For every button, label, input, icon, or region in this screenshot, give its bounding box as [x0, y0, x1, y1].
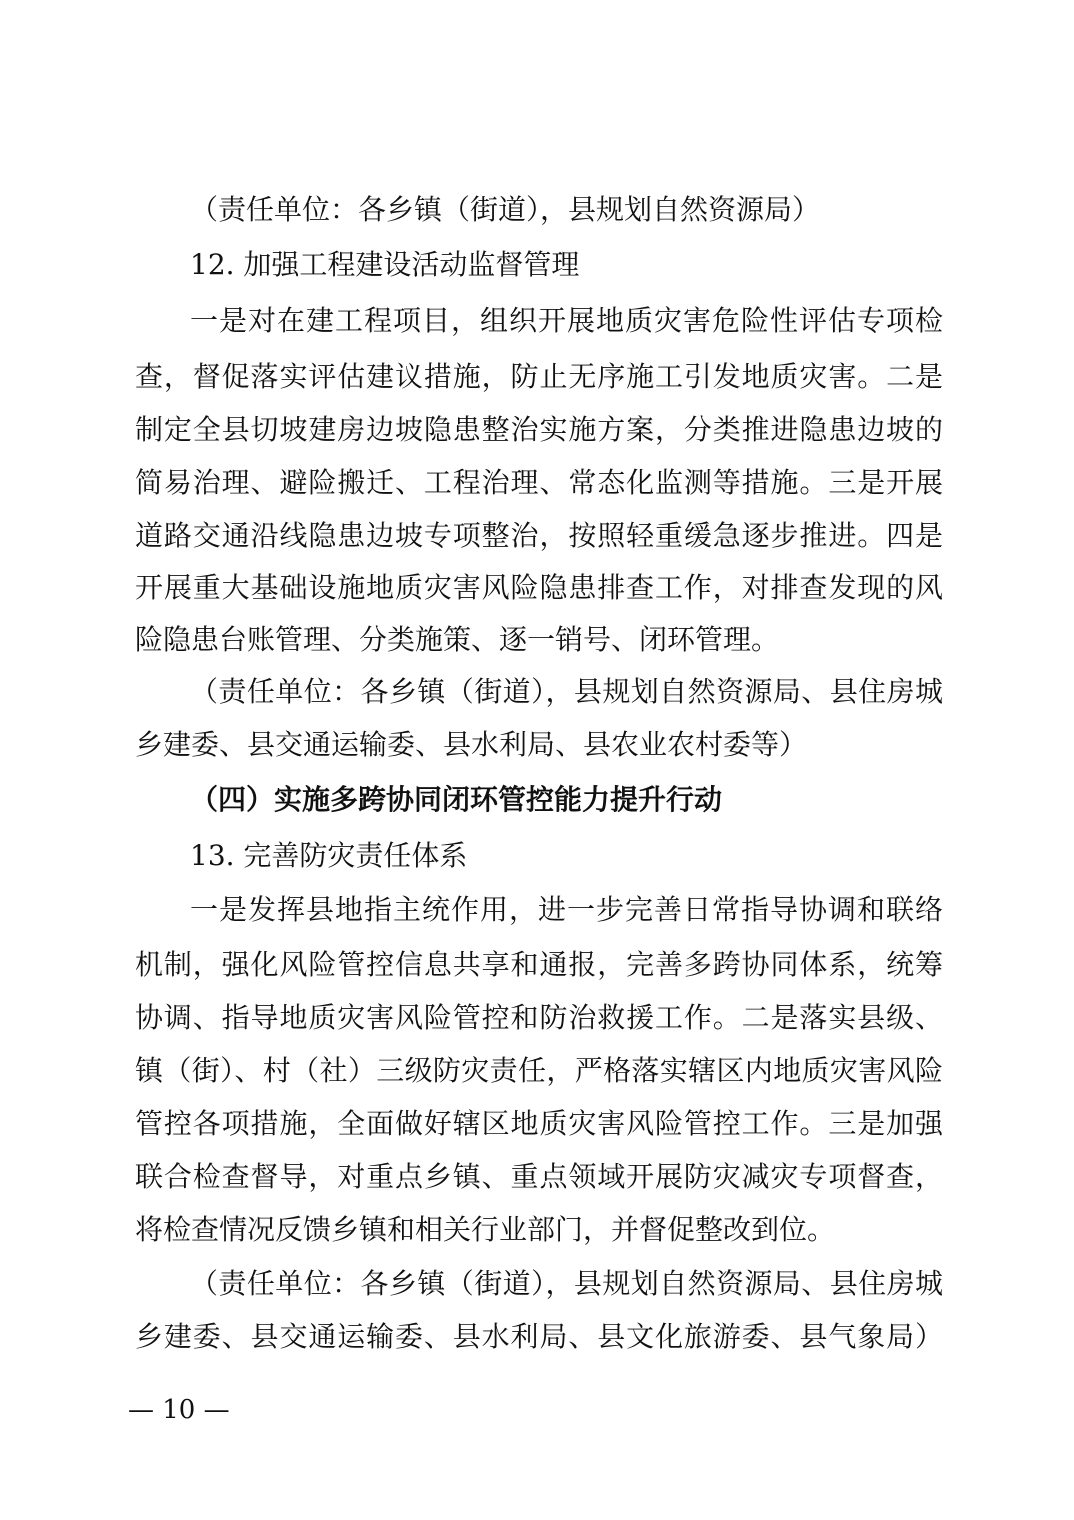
body-line: 开展重大基础设施地质灾害风险隐患排查工作，对排查发现的风	[135, 571, 943, 604]
page-number: — 10 —	[128, 1395, 230, 1425]
body-line: 一是发挥县地指主统作用，进一步完善日常指导协调和联络	[190, 893, 943, 926]
responsibility-note: （责任单位：各乡镇（街道），县规划自然资源局、县住房城	[190, 1267, 943, 1300]
body-line: 查，督促落实评估建议措施，防止无序施工引发地质灾害。二是	[135, 360, 943, 393]
body-line: 险隐患台账管理、分类施策、逐一销号、闭环管理。	[135, 623, 780, 656]
body-line: 一是对在建工程项目，组织开展地质灾害危险性评估专项检	[190, 304, 943, 337]
responsibility-note: 乡建委、县交通运输委、县水利局、县农业农村委等）	[135, 728, 808, 761]
section-heading-4: （四）实施多跨协同闭环管控能力提升行动	[190, 783, 723, 816]
responsibility-note: （责任单位：各乡镇（街道），县规划自然资源局）	[190, 193, 821, 226]
body-line: 简易治理、避险搬迁、工程治理、常态化监测等措施。三是开展	[135, 466, 943, 499]
section-heading-13: 13. 完善防灾责任体系	[190, 839, 468, 872]
body-line: 协调、指导地质灾害风险管控和防治救援工作。二是落实县级、	[135, 1001, 943, 1034]
body-line: 镇（街）、村（社）三级防灾责任，严格落实辖区内地质灾害风险	[135, 1054, 943, 1087]
body-line: 管控各项措施，全面做好辖区地质灾害风险管控工作。三是加强	[135, 1107, 943, 1140]
body-line: 机制，强化风险管控信息共享和通报，完善多跨协同体系，统筹	[135, 948, 943, 981]
body-line: 联合检查督导，对重点乡镇、重点领域开展防灾减灾专项督查，	[135, 1160, 943, 1193]
body-line: 制定全县切坡建房边坡隐患整治实施方案，分类推进隐患边坡的	[135, 413, 943, 446]
body-line: 道路交通沿线隐患边坡专项整治，按照轻重缓急逐步推进。四是	[135, 519, 943, 552]
responsibility-note: 乡建委、县交通运输委、县水利局、县文化旅游委、县气象局）	[135, 1320, 943, 1353]
body-line: 将检查情况反馈乡镇和相关行业部门，并督促整改到位。	[135, 1213, 836, 1246]
responsibility-note: （责任单位：各乡镇（街道），县规划自然资源局、县住房城	[190, 675, 943, 708]
section-heading-12: 12. 加强工程建设活动监督管理	[190, 248, 580, 281]
